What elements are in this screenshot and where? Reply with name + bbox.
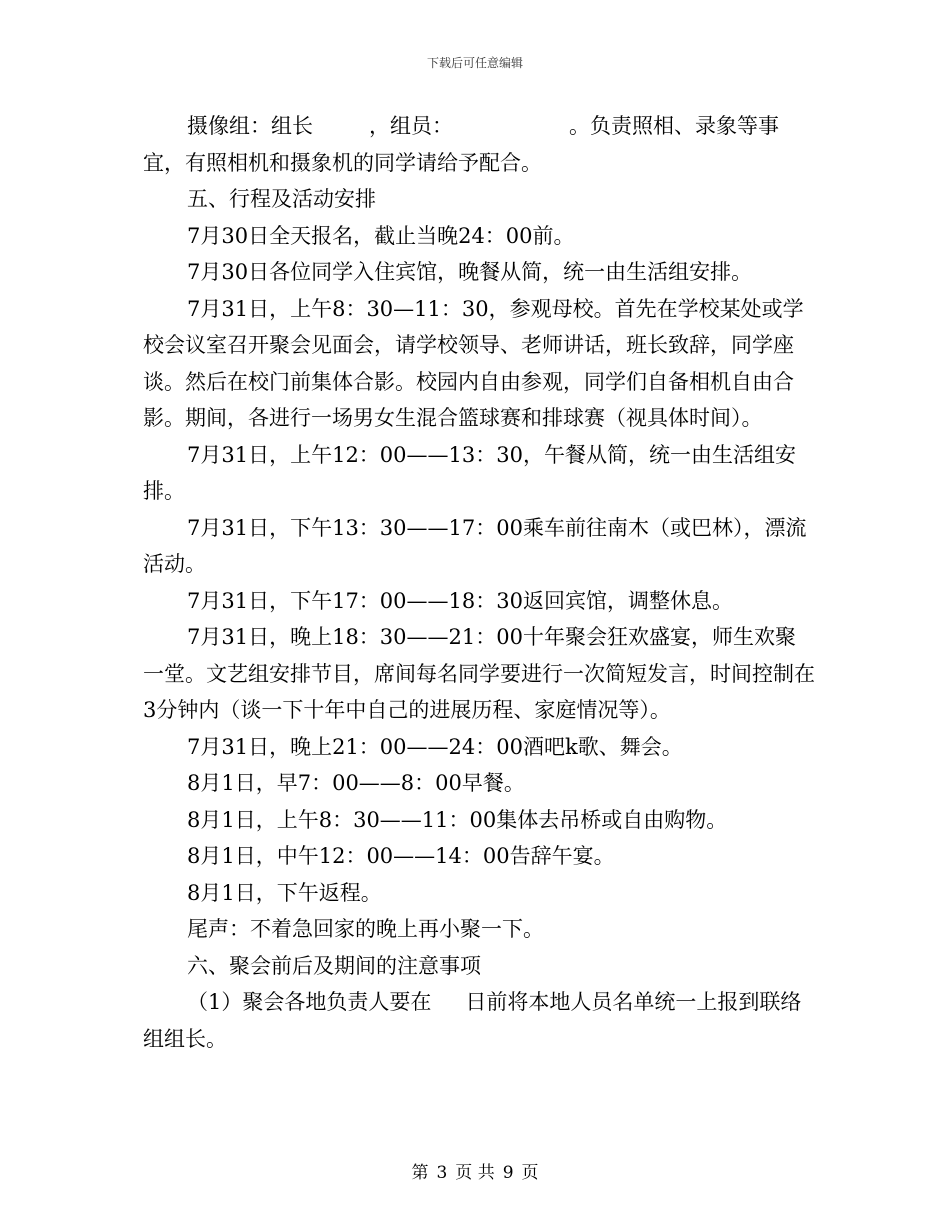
- page-number: 3: [436, 1163, 448, 1183]
- page-header: 下载后可任意编辑: [426, 56, 523, 70]
- note-item: （1）聚会各地负责人要在 日前将本地人员名单统一上报到联络组组长。: [143, 990, 802, 1051]
- schedule-item: 7月30日各位同学入住宾馆，晚餐从简，统一由生活组安排。: [187, 260, 753, 284]
- schedule-item: 7月31日，上午8：30—11：30，参观母校。首先在学校某处或学校会议室召开聚会见面会，请学校领导、老师讲话，班长致辞，同学座谈。然后在校门前集体合影。校园内自由参观，同学们自备相机自由合影。期间，各进行一场男女生混合篮球赛和排球赛（视具体时间）。: [143, 296, 804, 430]
- schedule-item: 7月31日，下午17：00——18：30返回宾馆，调整休息。: [187, 588, 733, 613]
- schedule-item: 8月1日，上午8：30——11：00集体去吊桥或自由购物。: [187, 807, 728, 832]
- schedule-item: 8月1日，中午12：00——14：00告辞午宴。: [187, 844, 615, 868]
- schedule-item: 7月31日，下午13：30——17：00乘车前往南木（或巴林），漂流活动。: [143, 515, 807, 576]
- document-body: [143, 108, 815, 1057]
- section-heading-schedule: 五、行程及活动安排: [187, 187, 376, 211]
- schedule-item: 7月31日，上午12：00——13：30，午餐从简，统一由生活组安排。: [143, 442, 796, 503]
- page-footer: 第 3 页 共 9 页: [411, 1163, 539, 1183]
- schedule-item: 7月30日全天报名，截止当晚24：00前。: [187, 223, 575, 248]
- schedule-item: 8月1日，下午返程。: [187, 880, 382, 905]
- page-total: 9: [502, 1163, 514, 1183]
- schedule-item: 尾声：不着急回家的晚上再小聚一下。: [187, 917, 544, 941]
- schedule-item: 8月1日，早7：00——8：00早餐。: [187, 771, 525, 795]
- section-heading-notes: 六、聚会前后及期间的注意事项: [187, 953, 481, 978]
- schedule-item: 7月31日，晚上21：00——24：00酒吧k歌、舞会。: [187, 734, 683, 759]
- schedule-item: 7月31日，晚上18：30——21：00十年聚会狂欢盛宴，师生欢聚一堂。文艺组安排节目，席间每名同学要进行一次简短发言，时间控制在3分钟内（谈一下十年中自己的进展历程、家庭情况等）。: [143, 625, 815, 722]
- paragraph-photo-group: 摄像组：组长 ，组员： 。负责照相、录象等事宜，有照相机和摄象机的同学请给予配合。: [143, 114, 779, 175]
